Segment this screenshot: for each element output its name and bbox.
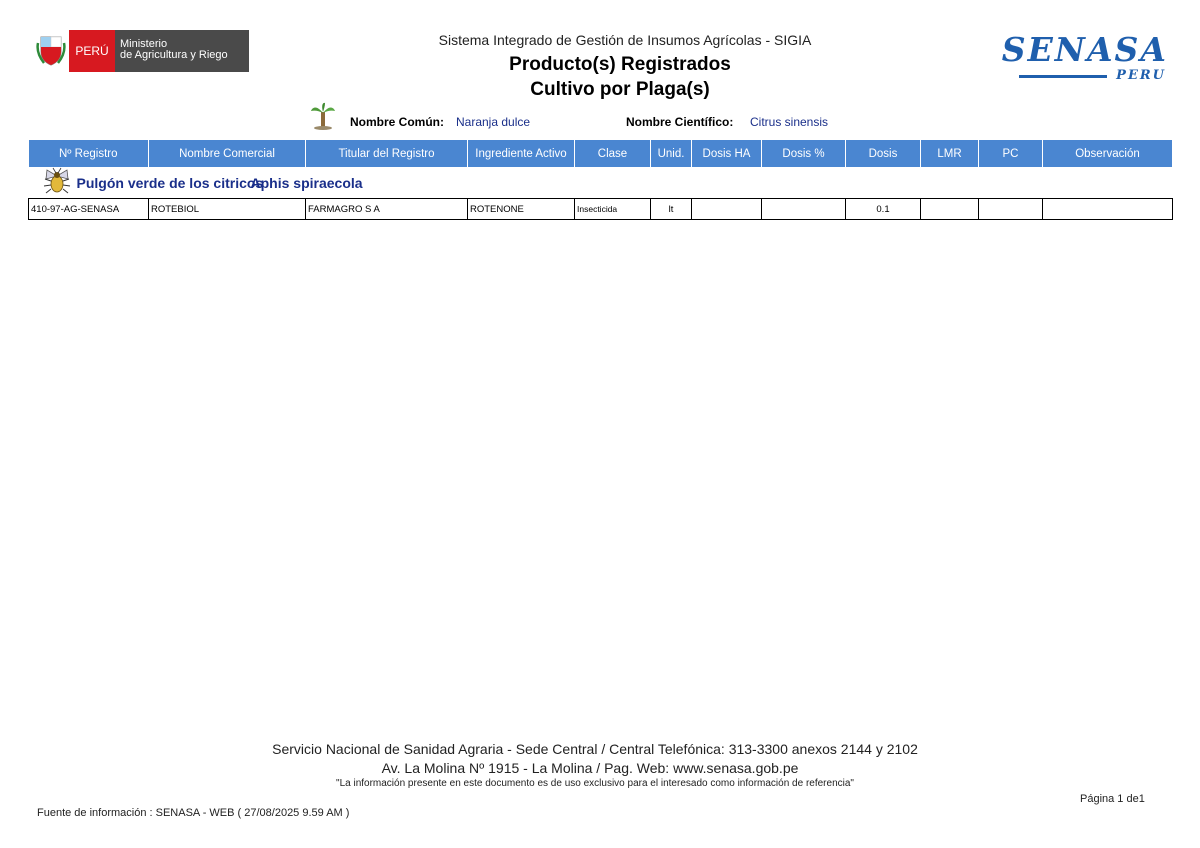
col-header: Dosis HA bbox=[692, 140, 762, 167]
peru-label: PERÚ bbox=[69, 30, 115, 72]
cell-dosis: 0.1 bbox=[846, 199, 921, 220]
cell-dosis-pct bbox=[762, 199, 846, 220]
col-header: Nº Registro bbox=[29, 140, 149, 167]
table-header-row bbox=[29, 140, 1173, 167]
cell-observacion bbox=[1043, 199, 1173, 220]
col-header: Clase bbox=[575, 140, 651, 167]
report-subtitle: Cultivo por Plaga(s) bbox=[530, 79, 710, 100]
col-header: Nombre Comercial bbox=[149, 140, 306, 167]
pest-common-name: Pulgón verde de los citricos bbox=[76, 174, 264, 191]
report-title: Producto(s) Registrados bbox=[509, 54, 731, 75]
pest-group-cell bbox=[29, 167, 1173, 199]
scientific-name-value: Citrus sinensis bbox=[750, 115, 829, 129]
senasa-logo-country: PERU bbox=[1116, 68, 1166, 83]
ministry-line2: de Agricultura y Riego bbox=[120, 49, 228, 61]
table-row bbox=[29, 199, 1173, 220]
cell-unidad: lt bbox=[651, 199, 692, 220]
footer-disclaimer: "La información presente en este documento es de uso exclusivo para el interesado como información de referencia" bbox=[336, 778, 854, 789]
col-header: Titular del Registro bbox=[306, 140, 468, 167]
products-table bbox=[28, 140, 1173, 220]
footer-contact: Servicio Nacional de Sanidad Agraria - Sede Central / Central Telefónica: 313-3300 anexos 2144 y 2102 bbox=[272, 741, 918, 757]
col-header: PC bbox=[979, 140, 1043, 167]
footer-address: Av. La Molina Nº 1915 - La Molina / Pag. Web: www.senasa.gob.pe bbox=[381, 760, 799, 776]
source-note: Fuente de información : SENASA - WEB ( 27/08/2025 9.59 AM ) bbox=[37, 807, 350, 819]
insect-icon bbox=[43, 167, 71, 198]
cell-lmr bbox=[921, 199, 979, 220]
cell-dosis-ha bbox=[692, 199, 762, 220]
cell-titular: FARMAGRO S A bbox=[306, 199, 468, 220]
common-name-label: Nombre Común: bbox=[350, 115, 444, 129]
page-number: Página 1 de1 bbox=[1080, 793, 1145, 805]
senasa-logo-name: SENASA bbox=[1001, 30, 1168, 69]
col-header: LMR bbox=[921, 140, 979, 167]
col-header: Ingrediente Activo bbox=[468, 140, 575, 167]
col-header: Observación bbox=[1043, 140, 1173, 167]
plant-icon bbox=[310, 102, 336, 130]
system-title: Sistema Integrado de Gestión de Insumos Agrícolas - SIGIA bbox=[438, 32, 812, 48]
common-name-value: Naranja dulce bbox=[456, 115, 531, 129]
cell-pc bbox=[979, 199, 1043, 220]
cell-ingrediente: ROTENONE bbox=[468, 199, 575, 220]
pest-group-row bbox=[29, 167, 1173, 199]
col-header: Dosis bbox=[846, 140, 921, 167]
pest-scientific-name: Aphis spiraecola bbox=[250, 174, 363, 191]
col-header: Dosis % bbox=[762, 140, 846, 167]
cell-registro: 410-97-AG-SENASA bbox=[29, 199, 149, 220]
ministry-line1: Ministerio bbox=[120, 38, 168, 50]
cell-nombre-comercial: ROTEBIOL bbox=[149, 199, 306, 220]
scientific-name-label: Nombre Científico: bbox=[626, 115, 734, 129]
col-header: Unid. bbox=[651, 140, 692, 167]
cell-clase: Insecticida bbox=[575, 199, 651, 220]
